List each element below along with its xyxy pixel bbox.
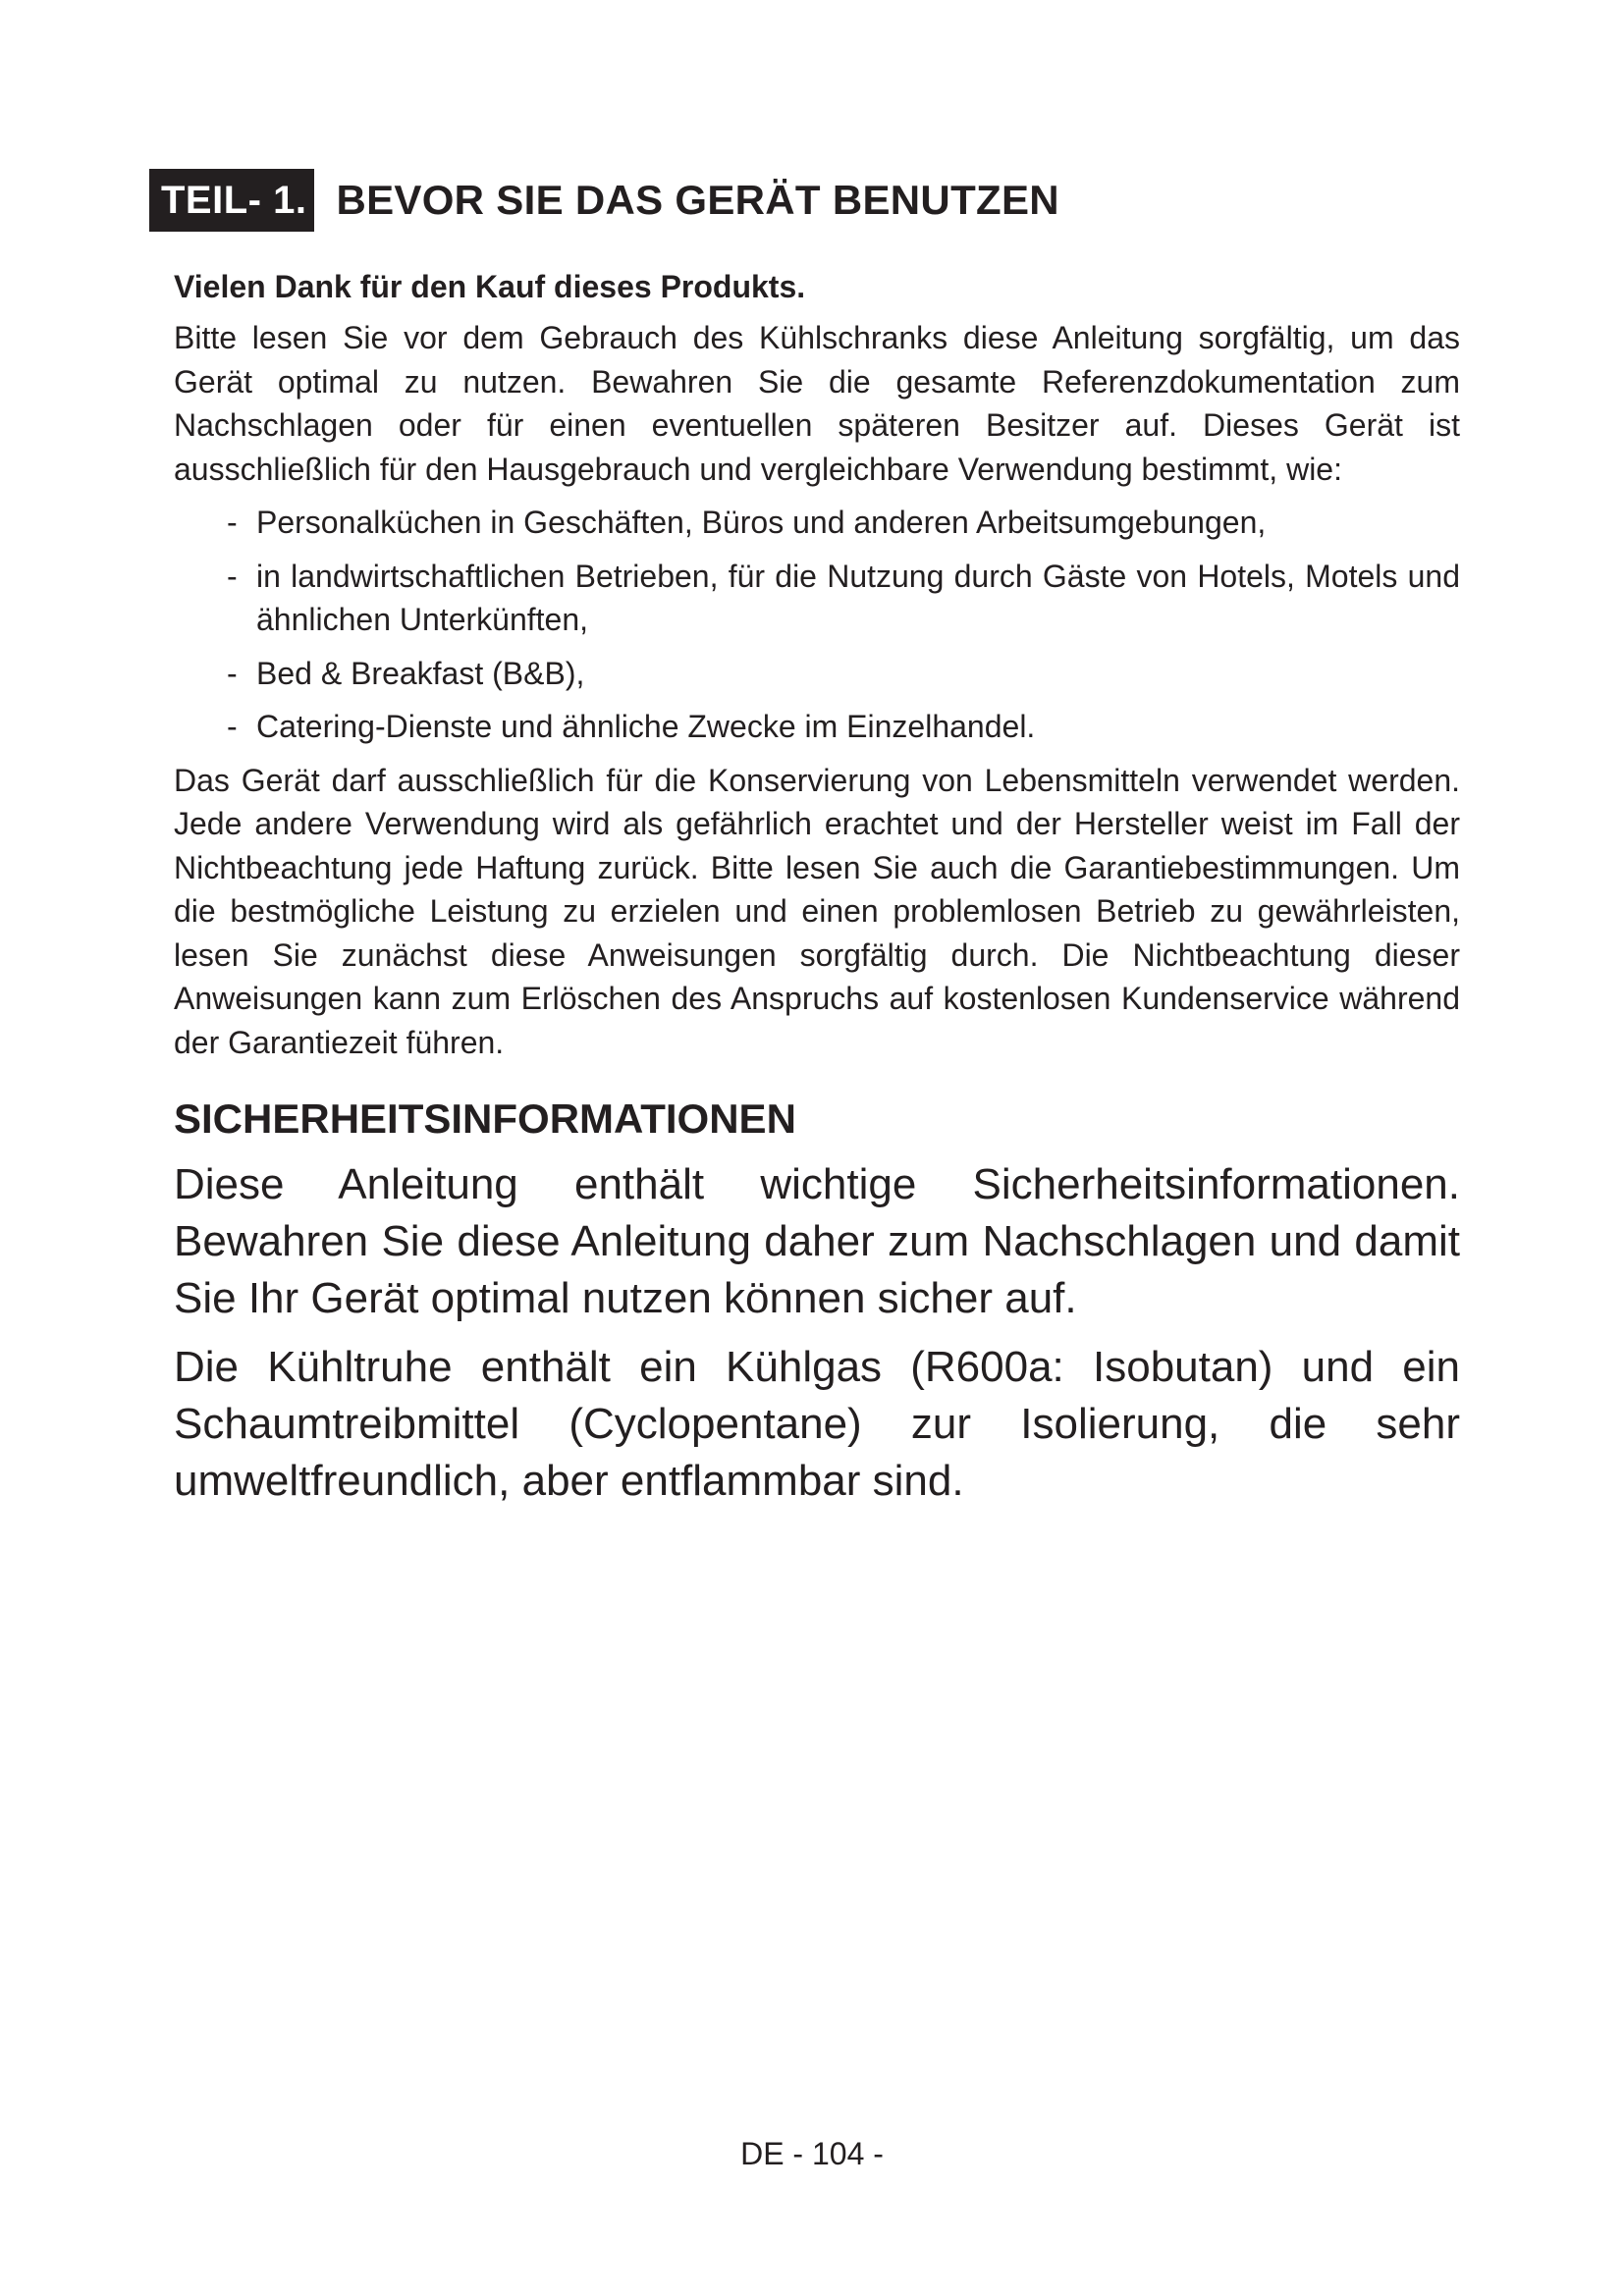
- list-item: [227, 555, 1460, 642]
- list-item-text: Catering-Dienste und ähnliche Zwecke im Einzelhandel.: [256, 709, 1036, 744]
- safety-heading: SICHERHEITSINFORMATIONEN: [174, 1095, 796, 1142]
- intro-paragraph: Bitte lesen Sie vor dem Gebrauch des Kühlschranks diese Anleitung sorgfältig, um das Gerät optimal zu nutzen. Bewahren Sie die gesamte Referenzdokumentation zum Nachschlagen oder für einen eventuellen späteren Besitzer auf. Dieses Gerät ist ausschließlich für den Hausgebrauch und vergleichbare Verwendung bestimmt, wie:: [174, 320, 1460, 487]
- list-item: [227, 705, 1460, 749]
- bullet-marker: -: [227, 655, 238, 691]
- usage-paragraph: Das Gerät darf ausschließlich für die Konservierung von Lebensmitteln verwendet werden. Jede andere Verwendung wird als gefährlich erachtet und der Hersteller weist im Fall der Nichtbeachtung jede Haftung zurück. Bitte lesen Sie auch die Garantiebestimmungen. Um die bestmögliche Leistung zu erzielen und einen problemlosen Betrieb zu gewährleisten, lesen Sie zunächst diese Anweisungen sorgfältig durch. Die Nichtbeachtung dieser Anweisungen kann zum Erlöschen des Anspruchs auf kostenlosen Kundenservice während der Garantiezeit führen.: [174, 762, 1460, 1060]
- thanks-line: Vielen Dank für den Kauf dieses Produkts.: [174, 269, 806, 304]
- part-title: BEVOR SIE DAS GERÄT BENUTZEN: [336, 177, 1059, 223]
- list-item-text: in landwirtschaftlichen Betrieben, für die Nutzung durch Gäste von Hotels, Motels und ähnlichen Unterkünften,: [256, 558, 1460, 637]
- bullet-marker: -: [227, 558, 238, 594]
- safety-paragraph-2: Die Kühltruhe enthält ein Kühlgas (R600a: Isobutan) und ein Schaumtreibmittel (Cyclopentane) zur Isolierung, die sehr umweltfreundlich, aber entflammbar sind.: [174, 1343, 1460, 1505]
- list-item: [227, 501, 1460, 545]
- part-header: [149, 169, 1059, 232]
- safety-paragraph-1: Diese Anleitung enthält wichtige Sicherheitsinformationen. Bewahren Sie diese Anleitung daher zum Nachschlagen und damit Sie Ihr Gerät optimal nutzen können sicher auf.: [174, 1160, 1460, 1322]
- page-number: DE - 104 -: [740, 2136, 884, 2171]
- list-item-text: Bed & Breakfast (B&B),: [256, 655, 585, 691]
- list-item-text: Personalküchen in Geschäften, Büros und anderen Arbeitsumgebungen,: [256, 505, 1267, 540]
- list-item: [227, 652, 1460, 696]
- bullet-marker: -: [227, 505, 238, 540]
- content-area: [174, 267, 1460, 1522]
- bullet-marker: -: [227, 709, 238, 744]
- usage-list: [174, 501, 1460, 749]
- part-badge: TEIL- 1.: [149, 169, 314, 232]
